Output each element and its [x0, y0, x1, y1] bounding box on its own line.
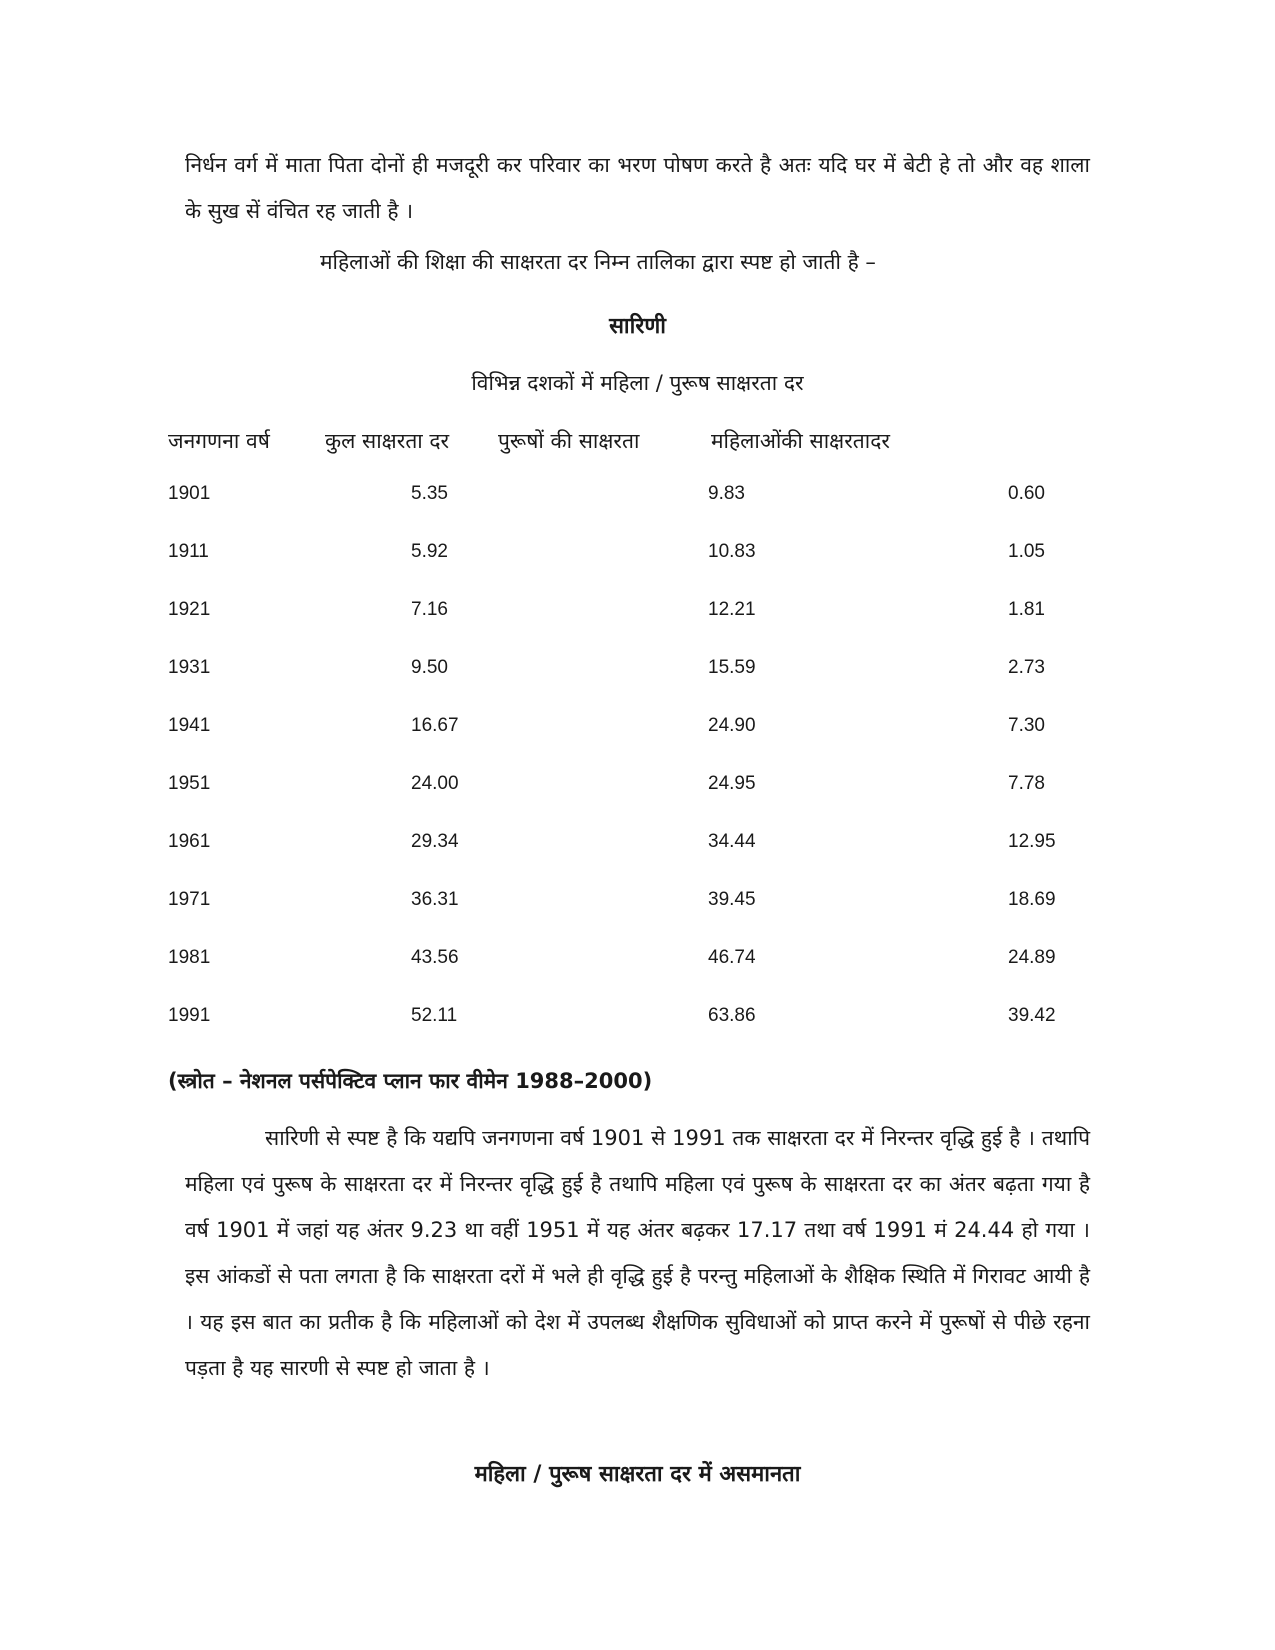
- cell-year: 1961: [168, 831, 211, 852]
- cell-male: 10.83: [708, 541, 756, 562]
- cell-male: 34.44: [708, 831, 756, 852]
- cell-year: 1971: [168, 889, 211, 910]
- cell-male: 9.83: [708, 483, 745, 504]
- table-row: [168, 599, 1108, 657]
- cell-total: 16.67: [411, 715, 459, 736]
- cell-male: 24.95: [708, 773, 756, 794]
- cell-female: 39.42: [1008, 1005, 1056, 1026]
- table-row: [168, 715, 1108, 773]
- cell-female: 1.05: [1008, 541, 1045, 562]
- header-census-year: जनगणना वर्ष: [168, 429, 270, 453]
- table-row: [168, 1005, 1108, 1063]
- cell-total: 43.56: [411, 947, 459, 968]
- cell-female: 12.95: [1008, 831, 1056, 852]
- cell-female: 7.30: [1008, 715, 1045, 736]
- cell-total: 29.34: [411, 831, 459, 852]
- cell-year: 1981: [168, 947, 211, 968]
- cell-female: 24.89: [1008, 947, 1056, 968]
- cell-year: 1931: [168, 657, 211, 678]
- table-title: सारिणी: [609, 314, 666, 339]
- cell-year: 1941: [168, 715, 211, 736]
- cell-female: 7.78: [1008, 773, 1045, 794]
- table-row: [168, 889, 1108, 947]
- table-source-note: (स्त्रोत – नेशनल पर्सपेक्टिव प्लान फार वीमेन 1988–2000): [168, 1069, 653, 1093]
- cell-total: 9.50: [411, 657, 448, 678]
- cell-year: 1921: [168, 599, 211, 620]
- table-row: [168, 947, 1108, 1005]
- cell-total: 5.35: [411, 483, 448, 504]
- paragraph-1: निर्धन वर्ग में माता पिता दोनों ही मजदूरी कर परिवार का भरण पोषण करते है अतः यदि घर में बेटी हे तो और वह शाला के सुख सें वंचित रह जाती है ।: [185, 153, 1090, 223]
- table-row: [168, 831, 1108, 889]
- cell-male: 12.21: [708, 599, 756, 620]
- table-row: [168, 773, 1108, 831]
- cell-year: 1991: [168, 1005, 211, 1026]
- cell-male: 39.45: [708, 889, 756, 910]
- paragraph-2: सारिणी से स्पष्ट है कि यद्यपि जनगणना वर्ष 1901 से 1991 तक साक्षरता दर में निरन्तर वृद्धि हुई है । तथापि महिला एवं पुरूष के साक्षरता दर में निरन्तर वृद्धि हुई है तथापि महिला एवं पुरूष के साक्षरता दर का अंतर बढ़ता गया है वर्ष 1901 में जहां यह अंतर 9.23 था वहीं 1951 में यह अंतर बढ़कर 17.17 तथा वर्ष 1991 मं 24.44 हो गया । इस आंकडों से पता लगता है कि साक्षरता दरों में भले ही वृद्धि हुई है परन्तु महिलाओं के शैक्षिक स्थिति में गिरावट आयी है । यह इस बात का प्रतीक है कि महिलाओं को देश में उपलब्ध शैक्षणिक सुविधाओं को प्राप्त करने में पुरूषों से पीछे रहना पड़ता है यह सारणी से स्पष्ट हो जाता है ।: [185, 1126, 1090, 1380]
- closing-heading: महिला / पुरूष साक्षरता दर में असमानता: [474, 1462, 801, 1487]
- cell-total: 7.16: [411, 599, 448, 620]
- table-subtitle: विभिन्न दशकों में महिला / पुरूष साक्षरता दर: [471, 371, 804, 395]
- cell-year: 1951: [168, 773, 211, 794]
- cell-male: 63.86: [708, 1005, 756, 1026]
- table-intro-line: महिलाओं की शिक्षा की साक्षरता दर निम्न तालिका द्वारा स्पष्ट हो जाती है –: [320, 250, 876, 274]
- literacy-table-body: [168, 483, 1108, 1063]
- table-row: [168, 483, 1108, 541]
- cell-total: 52.11: [411, 1005, 458, 1026]
- header-female-literacy: महिलाओंकी साक्षरतादर: [711, 429, 890, 453]
- cell-year: 1911: [168, 541, 209, 562]
- header-total-literacy: कुल साक्षरता दर: [325, 429, 450, 453]
- cell-male: 24.90: [708, 715, 756, 736]
- cell-total: 24.00: [411, 773, 459, 794]
- table-row: [168, 541, 1108, 599]
- cell-female: 2.73: [1008, 657, 1045, 678]
- cell-total: 5.92: [411, 541, 448, 562]
- cell-female: 18.69: [1008, 889, 1056, 910]
- table-header-row: [168, 427, 1108, 457]
- cell-total: 36.31: [411, 889, 459, 910]
- cell-female: 0.60: [1008, 483, 1045, 504]
- cell-year: 1901: [168, 483, 211, 504]
- table-row: [168, 657, 1108, 715]
- cell-female: 1.81: [1008, 599, 1045, 620]
- cell-male: 46.74: [708, 947, 756, 968]
- cell-male: 15.59: [708, 657, 756, 678]
- header-male-literacy: पुरूषों की साक्षरता: [498, 429, 640, 453]
